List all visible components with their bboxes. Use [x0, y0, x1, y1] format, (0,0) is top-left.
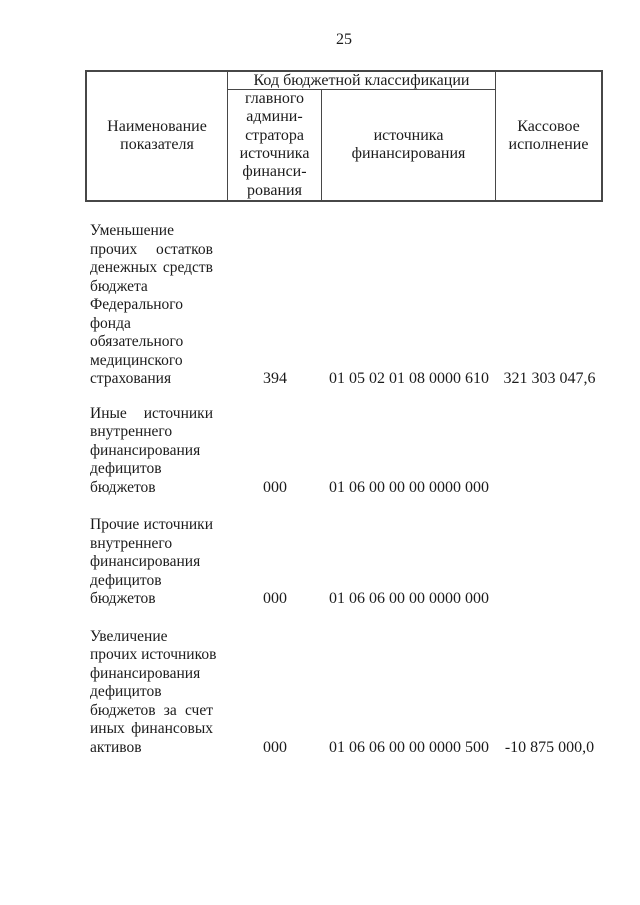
- row-admin-code: 000: [263, 738, 287, 756]
- header-cash-execution-label: Кассовое исполнение: [508, 117, 589, 153]
- row-cash-value: 321 303 047,6: [503, 370, 596, 387]
- table-row: [85, 628, 603, 758]
- row-admin-code: 000: [263, 590, 287, 607]
- row-indicator-name: Прочие источники внутреннего финансирования дефицитов бюджетов: [90, 516, 213, 607]
- row-cash-value: -10 875 000,0: [504, 738, 595, 756]
- row-indicator-name: Иные источники внутреннего финансирования дефицитов бюджетов: [90, 404, 213, 496]
- row-indicator-name: Увеличение прочих источников финансирования дефицитов бюджетов за счет иных финансовых активов: [90, 627, 217, 756]
- row-indicator-name: Уменьшение прочих остатков денежных средств бюджета Федерального фонда обязательного медицинского страхования: [90, 222, 213, 387]
- header-cell-admin-code: [228, 90, 322, 200]
- table-row: [85, 516, 603, 609]
- header-source-code-label: источника финансирования: [351, 126, 466, 162]
- header-indicator-name-label: Наименование показателя: [107, 117, 207, 153]
- page-number: 25: [336, 31, 352, 48]
- row-admin-code: 394: [263, 370, 287, 387]
- table-row: [85, 405, 603, 498]
- row-source-code: 01 06 06 00 00 0000 500: [329, 738, 489, 756]
- table-row: [85, 222, 603, 389]
- header-admin-code-label: главного админи- стратора источника финанси- рования: [239, 90, 310, 199]
- row-source-code: 01 06 06 00 00 0000 000: [329, 590, 489, 607]
- header-cell-indicator-name: [87, 72, 228, 200]
- header-cell-cash-execution: [496, 72, 601, 200]
- row-admin-code: 000: [263, 478, 287, 496]
- header-cell-source-code: [322, 90, 496, 200]
- page-content: [85, 31, 603, 757]
- row-source-code: 01 06 00 00 00 0000 000: [329, 478, 489, 496]
- header-cell-code-group: Код бюджетной классификации: [228, 72, 496, 90]
- budget-table-header: [85, 70, 603, 202]
- row-source-code: 01 05 02 01 08 0000 610: [329, 370, 489, 387]
